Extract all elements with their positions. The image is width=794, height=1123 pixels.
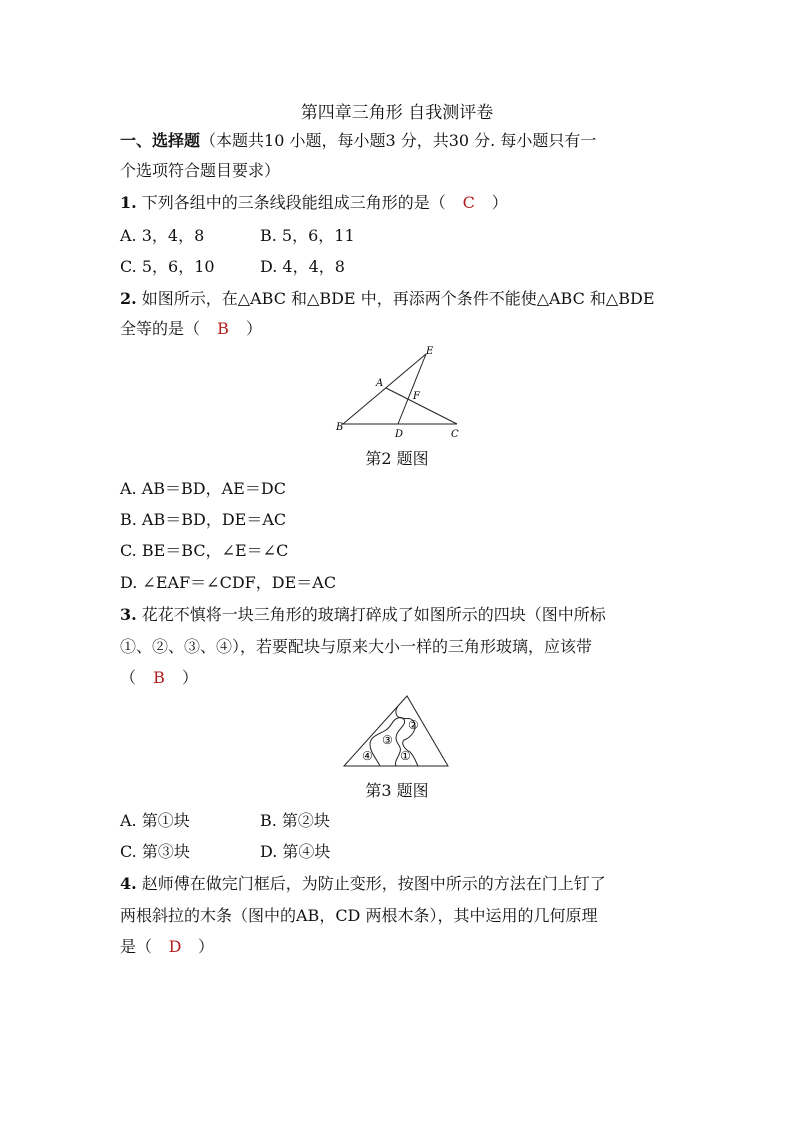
question-number: 2. bbox=[120, 289, 137, 308]
question-2-stem-line-2 bbox=[120, 318, 262, 340]
question-number: 4. bbox=[120, 874, 137, 893]
section-heading-line bbox=[120, 130, 596, 152]
question-text: （ bbox=[120, 668, 137, 687]
question-text: ） bbox=[182, 668, 199, 687]
question-2-option-b: B. AB＝BD，DE＝AC bbox=[120, 510, 287, 529]
segment-ed bbox=[398, 354, 426, 424]
question-text: 如图所示，在△ABC 和△BDE 中，再添两个条件不能使△ABC 和△BDE bbox=[136, 289, 655, 308]
option-c: C. 5，6，10 bbox=[120, 257, 215, 276]
question-2-stem-line-1 bbox=[120, 288, 655, 310]
label-b: B bbox=[336, 422, 344, 433]
question-text: 花花不慎将一块三角形的玻璃打碎成了如图所示的四块（图中所标 bbox=[136, 605, 606, 624]
answer-mark: C bbox=[462, 193, 475, 212]
answer-mark: B bbox=[217, 319, 229, 338]
question-text: ） bbox=[198, 937, 215, 956]
label-f: F bbox=[413, 391, 420, 402]
option-b: B. 第②块 bbox=[260, 811, 330, 830]
question-4-stem-line-2: 两根斜拉的木条（图中的AB，CD 两根木条），其中运用的几何原理 bbox=[120, 906, 598, 925]
piece-2-label: ② bbox=[408, 718, 419, 732]
piece-4-label: ④ bbox=[362, 749, 373, 763]
question-1-options-row-1 bbox=[120, 225, 355, 247]
question-text: 下列各组中的三条线段能组成三角形的是（ bbox=[136, 193, 446, 212]
label-c: C bbox=[451, 429, 459, 440]
section-heading: 一、选择题 bbox=[120, 131, 201, 150]
question-3-stem-line-2: ①、②、③、④），若要配块与原来大小一样的三角形玻璃，应该带 bbox=[120, 637, 593, 656]
figure-caption-q3: 第3 题图 bbox=[365, 781, 429, 800]
question-text: 赵师傅在做完门框后，为防止变形，按图中所示的方法在门上钉了 bbox=[136, 874, 606, 893]
segment-be bbox=[343, 354, 426, 424]
figure-caption-q2: 第2 题图 bbox=[365, 449, 429, 468]
option-a: A. 3，4，8 bbox=[120, 226, 205, 245]
piece-1-label: ① bbox=[400, 749, 411, 763]
label-e: E bbox=[426, 346, 434, 357]
triangle-outline bbox=[344, 696, 448, 766]
question-2-option-a: A. AB＝BD，AE＝DC bbox=[120, 479, 286, 498]
option-c: C. 第③块 bbox=[120, 842, 190, 861]
triangle-figure-q2 bbox=[330, 342, 470, 442]
question-text: ） bbox=[246, 319, 263, 338]
piece-3-label: ③ bbox=[382, 733, 393, 747]
question-4-stem-line-3 bbox=[120, 936, 214, 958]
answer-mark: D bbox=[168, 937, 182, 956]
question-3-options-row-1 bbox=[120, 810, 330, 832]
segment-ac bbox=[386, 388, 457, 424]
question-4-stem-line-1 bbox=[120, 873, 606, 895]
question-text: ） bbox=[491, 193, 508, 212]
question-2-option-c: C. BE＝BC，∠E＝∠C bbox=[120, 541, 289, 560]
question-3-stem-line-1 bbox=[120, 604, 606, 626]
question-1-stem bbox=[120, 192, 508, 214]
label-a: A bbox=[376, 378, 384, 389]
question-text: 全等的是（ bbox=[120, 319, 201, 338]
option-d: D. 4，4，8 bbox=[260, 257, 345, 276]
question-number: 3. bbox=[120, 605, 137, 624]
question-2-option-d: D. ∠EAF＝∠CDF，DE＝AC bbox=[120, 573, 337, 592]
option-d: D. 第④块 bbox=[260, 842, 331, 861]
question-3-options-row-2 bbox=[120, 841, 330, 863]
option-b: B. 5，6，11 bbox=[260, 226, 355, 245]
label-d: D bbox=[395, 429, 404, 440]
question-3-stem-line-3 bbox=[120, 667, 198, 689]
question-1-options-row-2 bbox=[120, 256, 345, 278]
section-desc: （本题共10 小题，每小题3 分，共30 分. 每小题只有一 bbox=[200, 131, 597, 150]
page-title: 第四章三角形 自我测评卷 bbox=[300, 103, 494, 123]
broken-glass-figure-q3 bbox=[340, 694, 452, 770]
section-desc-line-2: 个选项符合题目要求） bbox=[120, 161, 281, 180]
question-number: 1. bbox=[120, 193, 137, 212]
answer-mark: B bbox=[153, 668, 165, 687]
question-text: 是（ bbox=[120, 937, 153, 956]
option-a: A. 第①块 bbox=[120, 811, 190, 830]
